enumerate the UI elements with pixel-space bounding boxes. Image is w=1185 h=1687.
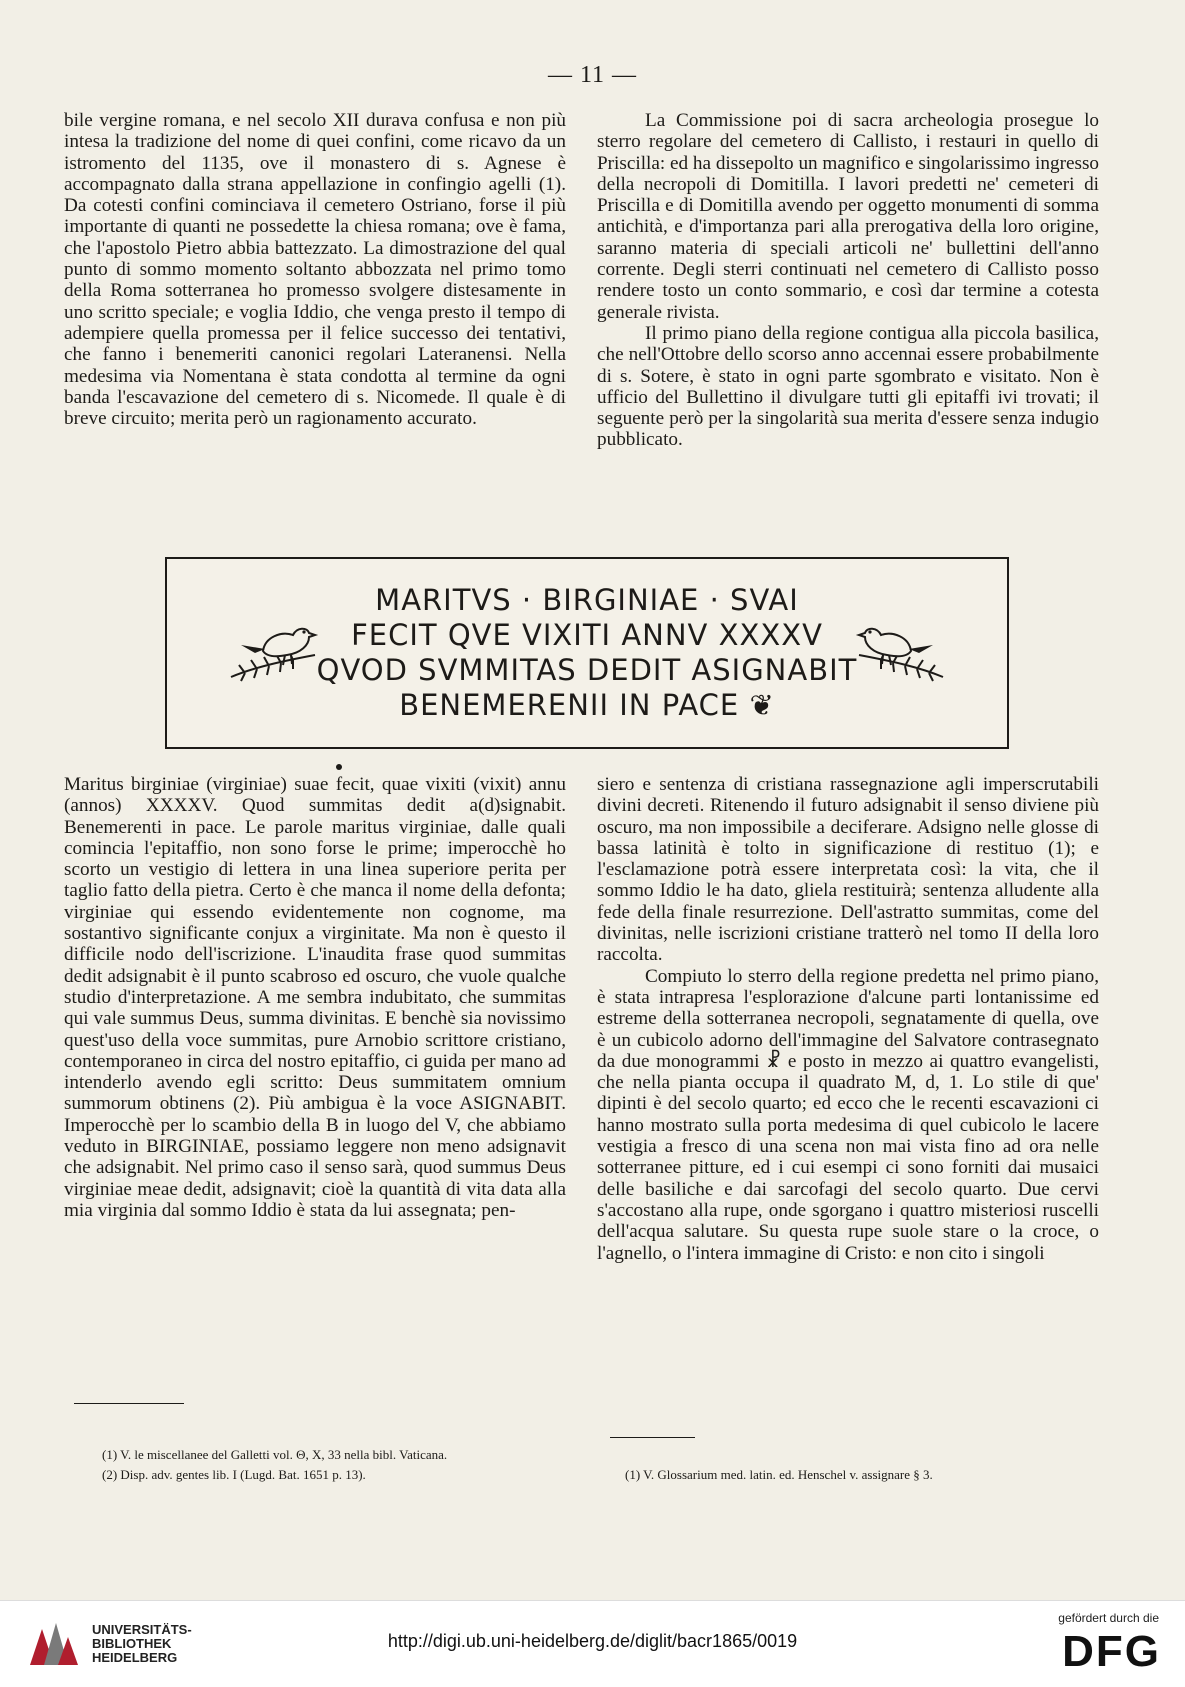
page-number: — 11 —	[547, 62, 638, 88]
paragraph: Il primo piano della regione contigua alla piccola basilica, che nell'Ottobre dello scorso anno accennai essere probabilmente di s. Sotere, è stato in ogni parte sgombrato e visitato. Non è ufficio del Bullettino il divulgare tutti gli epitaffi ivi trovati; il seguente però per la singolarità sua merita d'essere senza indugio pubblicato.	[597, 322, 1099, 451]
source-url[interactable]: http://digi.ub.uni-heidelberg.de/diglit/bacr1865/0019	[387, 1631, 798, 1651]
inscription-line-text: BENEMERENII IN PACE	[399, 688, 740, 722]
paragraph: Maritus birginiae (virginiae) suae fecit, quae vixiti (vixit) annu (annos) XXXXV. Quod summitas dedit a(d)signabit. Benemerenti in pace. Le parole maritus virginiae, dalle quali comincia l'epitaffio, non sono forse le prime; imperocchè ho scorto un vestigio di lettera in una linea superiore perita per taglio fatto della pietra. Certo è che manca il nome della defonta; virginiae qui essendo evidentemente non cognome, ma sostantivo significante conjux a virginitate. Ma non è questo il difficile nodo dell'iscrizione. L'inaudita frase quod summitas dedit adsignabit è il punto scabroso ed oscuro, che vuole qualche studio d'interpretazione. A me sembra indubitato, che summitas qui vale summus Deus, summa divinitas. E benchè sia novissimo quest'uso della voce summitas, pure Arnobio scrittore cristiano, contemporaneo in circa del nostro epitaffio, ci guida per mano ad intenderlo avendo egli scritto: Deus summitatem omnium summorum obtinens (2). Più ambigua è la voce ASIGNABIT. Imperocchè per lo scambio della B in luogo del V, che abbiamo veduto in BIRGINIAE, possiamo leggere non meno adsignavit che adsignabit. Nel primo caso il senso sarà, quod summus Deus virginiae meae dedit, adsignavit; cioè la quantità di vita data alla mia virginia dal sommo Iddio è stata da lui assegnata; pen-	[64, 774, 566, 1221]
funding-label: gefördert durch die	[1058, 1611, 1159, 1625]
viewer-footer	[0, 1600, 1185, 1687]
paragraph: bile vergine romana, e nel secolo XII durava confusa e non più intesa la tradizione del nome di quei confini, come ricavo da un istromento del 1135, ove il monastero di s. Agnese è accompagnato dalla strana appellazione in confingio agelli (1). Da cotesti confini cominciava il cemetero Ostriano, forse il più importante di quanti ne possedette la chiesa romana; ove è fama, che l'apostolo Pietro abbia battezzato. La dimostrazione del qual punto di sommo momento soltanto abbozzata nel primo tomo della Roma sotterranea ho promesso svolgere distesamente in uno scritto speciale; e voglia Iddio, che venga presto il tempo di adempiere quella promessa per il felice successo dei tentativi, che fanno i benemeriti canonici regolari Lateranensi. Nella medesima via Nomentana è stata condotta al termine da ogni banda l'escavazione del cemetero di s. Nicomede. Il quale è di breve circuito; merita però un ragionamento accurato.	[64, 110, 566, 430]
footnote: (1) V. le miscellanee del Galletti vol. Θ, X, 33 nella bibl. Vaticana.	[102, 1447, 448, 1462]
leaf-icon: ❦	[749, 688, 775, 722]
top-left-column	[64, 110, 566, 429]
dove-icon	[853, 615, 949, 695]
paragraph: Compiuto lo sterro della regione predetta nel primo piano, è stata intrapresa l'esplorazione d'alcune parti lontanissime ed estreme della sotterranea necropoli, segnatamente di quella, ove è un cubicolo adorno dell'immagine del Salvatore contrasegnato da due monogrammi ☧ e posto in mezzo ai quattro evangelisti, che nella pianta occupa il quadrato M, d, 1. Lo stile di que' dipinti è del secolo quarto; ed ecco che le recenti escavazioni ci hanno mostrato sulla porta medesima di quel cubicolo le lacere vestigia a fresco di una scena non mai vista fino ad ora nelle sotterranee pitture, ed i cui esempi ci sono forniti dai musaici delle basiliche e dai sarcofagi del secolo quarto. Due cervi s'accostano alla rupe, onde sgorgano i quattro misteriosi ruscelli dell'acqua salutare. Su questa rupe suole stare o la croce, o l'agnello, o l'intera immagine di Cristo: e non cito i singoli	[597, 965, 1099, 1264]
dfg-logo: DFG	[1062, 1627, 1161, 1676]
footnote: (1) V. Glossarium med. latin. ed. Henschel v. assignare § 3.	[625, 1467, 933, 1482]
ornament-dot	[336, 764, 342, 770]
inscription-line: QVOD SVMMITAS DEDIT ASIGNABIT	[316, 653, 858, 687]
top-right-column	[597, 110, 1099, 451]
footnote-rule	[74, 1403, 184, 1404]
bottom-right-column	[597, 774, 1099, 1264]
bottom-left-column	[64, 774, 566, 1221]
footnote: (2) Disp. adv. gentes lib. I (Lugd. Bat. 1651 p. 13).	[102, 1467, 366, 1482]
inscription-line: FECIT QVE VIXITI ANNV XXXXV	[351, 618, 823, 652]
inscription-line: MARITVS · BIRGINIAE · SVAI	[375, 583, 799, 617]
library-name: UNIVERSITÄTS- BIBLIOTHEK HEIDELBERG	[92, 1622, 192, 1665]
paragraph: La Commissione poi di sacra archeologia prosegue lo sterro regolare del cemetero di Callisto, i restauri in quello di Priscilla: ed ha dissepolto un magnifico e singolarissimo ingresso della necropoli di Domitilla. I lavori predetti ne' cemeteri di Priscilla e di Domitilla avendo per oggetto monumenti di somma antichità, e d'importanza pari alla prerogativa della loro origine, saranno materia di speciali articoli ne' bullettini dell'anno corrente. Degli sterri continuati nel cemetero di Callisto posso rendere tosto un conto sommario, e così dar termine a cotesta generale rivista.	[597, 110, 1100, 323]
footnote-rule	[610, 1437, 695, 1438]
inscription-box	[165, 557, 1009, 749]
paragraph: siero e sentenza di cristiana rassegnazione agli imperscrutabili divini decreti. Ritenendo il futuro adsignabit il senso diviene più oscuro, ma non impossibile a deciferare. Adsigno nelle glosse di bassa latinità è tolto in significazione di restituo (1); e l'esclamazione potrà essere interpretata così: la vita, che il sommo Iddio le ha dato, gliela restituirà; sentenza alludente alla fede della finale resurrezione. Dell'astratto summitas, come del divinitas, nelle iscrizioni cristiane tratterò nel tomo II della loro raccolta.	[597, 774, 1099, 966]
